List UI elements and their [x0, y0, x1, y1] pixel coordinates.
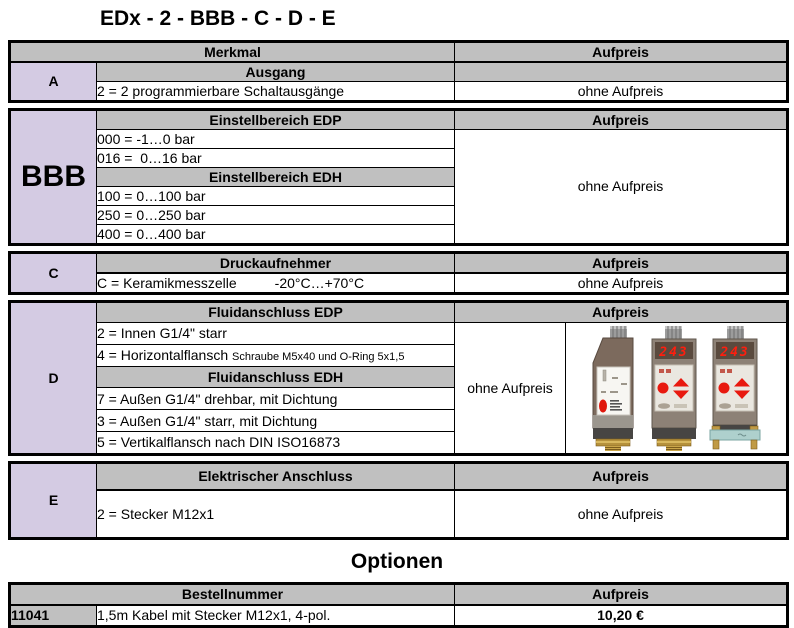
- option-row-d7: 7 = Außen G1/4" drehbar, mit Dichtung: [97, 388, 455, 410]
- group-header-einstellbereich-edp: Einstellbereich EDP: [97, 110, 455, 130]
- keramikmesszelle-text: C = Keramikmesszelle: [97, 274, 237, 291]
- code-letter-d: D: [10, 302, 97, 455]
- code-letter-a: A: [10, 62, 97, 102]
- aufpreis-header-e: Aufpreis: [455, 463, 788, 491]
- aufpreis-empty-cell: [455, 62, 788, 82]
- code-letter-e: E: [10, 463, 97, 539]
- option-description: 1,5m Kabel mit Stecker M12x1, 4-pol.: [97, 605, 455, 627]
- aufpreis-header-c: Aufpreis: [455, 253, 788, 274]
- aufpreis-value-d: ohne Aufpreis: [455, 323, 566, 455]
- horizontalflansch-text: 4 = Horizontalflansch: [97, 346, 229, 363]
- option-price: 10,20 €: [455, 605, 788, 627]
- aufpreis-value-e: ohne Aufpreis: [455, 490, 788, 539]
- option-row-d2: 2 = Innen G1/4" starr: [97, 323, 455, 345]
- horizontalflansch-note: Schraube M5x40 und O-Ring 5x1,5: [232, 350, 405, 363]
- option-row-bbb-000: 000 = -1…0 bar: [97, 130, 455, 149]
- temperature-range: -20°C…+70°C: [274, 274, 365, 291]
- code-letter-c: C: [10, 253, 97, 294]
- options-table: [8, 582, 789, 628]
- product-images-cell: [566, 323, 788, 455]
- option-row-bbb-016: 016 = 0…16 bar: [97, 149, 455, 168]
- aufpreis-header-d: Aufpreis: [455, 302, 788, 323]
- option-row-bbb-400: 400 = 0…400 bar: [97, 225, 455, 245]
- aufpreis-value-c: ohne Aufpreis: [455, 273, 788, 294]
- aufpreis-value-a: ohne Aufpreis: [455, 82, 788, 102]
- option-row-e2: 2 = Stecker M12x1: [97, 490, 455, 539]
- section-bbb-table: [8, 108, 789, 246]
- code-letter-bbb: BBB: [10, 110, 97, 245]
- order-number: 11041: [10, 605, 97, 627]
- page-title: EDx - 2 - BBB - C - D - E: [100, 7, 336, 30]
- section-c-table: [8, 251, 789, 295]
- aufpreis-value-bbb: ohne Aufpreis: [455, 130, 788, 245]
- option-row-c: [97, 273, 455, 294]
- option-row-d5: 5 = Vertikalflansch nach DIN ISO16873: [97, 432, 455, 455]
- section-e-table: [8, 461, 789, 540]
- merkmal-column-header: Merkmal: [10, 42, 455, 63]
- aufpreis-header-bbb: Aufpreis: [455, 110, 788, 130]
- aufpreis-column-header: Aufpreis: [455, 42, 788, 63]
- product-image-edh-threaded: [649, 325, 699, 451]
- device-display-value: 243: [659, 345, 689, 360]
- group-header-fluidanschluss-edh: Fluidanschluss EDH: [97, 366, 455, 388]
- group-header-ausgang: Ausgang: [97, 62, 455, 82]
- option-row-d4: [97, 344, 455, 366]
- device-display-value: 243: [720, 345, 750, 360]
- aufpreis-column-header-options: Aufpreis: [455, 584, 788, 606]
- group-header-fluidanschluss-edp: Fluidanschluss EDP: [97, 302, 455, 323]
- product-image-edp-threaded: [590, 325, 640, 451]
- product-image-edh-flange: [708, 325, 762, 451]
- ordering-code-page: [0, 7, 794, 628]
- options-heading: Optionen: [350, 550, 444, 573]
- option-row-d3: 3 = Außen G1/4" starr, mit Dichtung: [97, 410, 455, 432]
- section-d-table: [8, 300, 789, 456]
- section-a-table: [8, 40, 789, 103]
- group-header-druckaufnehmer: Druckaufnehmer: [97, 253, 455, 274]
- group-header-elektrischer-anschluss: Elektrischer Anschluss: [97, 463, 455, 491]
- option-row-bbb-250: 250 = 0…250 bar: [97, 206, 455, 225]
- pressure-switch-images: [566, 323, 786, 453]
- group-header-einstellbereich-edh: Einstellbereich EDH: [97, 168, 455, 187]
- bestellnummer-column-header: Bestellnummer: [10, 584, 455, 606]
- option-row-a2: 2 = 2 programmierbare Schaltausgänge: [97, 82, 455, 102]
- option-row-bbb-100: 100 = 0…100 bar: [97, 187, 455, 206]
